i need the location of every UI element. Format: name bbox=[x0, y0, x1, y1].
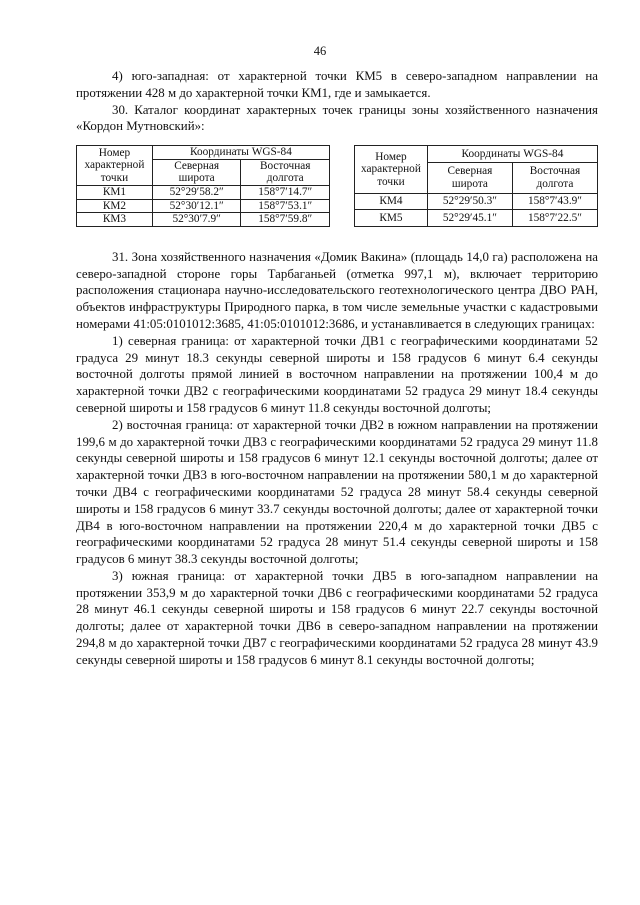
coordinates-table-left bbox=[76, 145, 330, 227]
table-row bbox=[77, 185, 330, 199]
cell-latitude: 52°29′50.3″ bbox=[427, 194, 512, 210]
table-row bbox=[355, 210, 598, 226]
coordinates-tables bbox=[76, 145, 598, 227]
document-body bbox=[76, 68, 598, 669]
cell-latitude: 52°30′7.9″ bbox=[152, 213, 241, 227]
header-latitude: Северная широта bbox=[427, 162, 512, 194]
coordinates-table-right bbox=[354, 145, 598, 227]
header-coordinates: Координаты WGS-84 bbox=[152, 146, 329, 160]
paragraph-catalog-title: 30. Каталог координат характерных точек границы зоны хозяйственного назначения «Кордон Мутновский»: bbox=[76, 102, 598, 134]
cell-latitude: 52°30′12.1″ bbox=[152, 199, 241, 213]
header-point-number: Номер характерной точки bbox=[77, 146, 153, 186]
paragraph-east-border: 2) восточная граница: от характерной точки ДВ2 в южном направлении на протяжении 199,6 м до характерной точки ДВ3 с географическими координатами 52 градуса 29 минут 11.8 секунды северной широты и 158 градусов 6 минут 12.1 секунды восточной долготы; далее от характерной точки ДВ3 в юго-восточном направлении на протяжении 580,1 м до характерной точки ДВ4 с географическими координатами 52 градуса 28 минут 58.4 секунды северной широты и 158 градусов 6 минут 33.7 секунды восточной долготы; далее от характерной точки ДВ4 в юго-восточном направлении на протяжении 220,4 м до характерной точки ДВ5 с географическими координатами 52 градуса 28 минут 51.4 секунды северной широты и 158 градусов 6 минут 38.3 секунды восточной долготы; bbox=[76, 417, 598, 567]
header-coordinates: Координаты WGS-84 bbox=[427, 146, 597, 162]
cell-point: КМ5 bbox=[355, 210, 428, 226]
header-point-number: Номер характерной точки bbox=[355, 146, 428, 194]
cell-point: КМ3 bbox=[77, 213, 153, 227]
header-longitude: Восточная долгота bbox=[241, 159, 330, 185]
cell-longitude: 158°7′14.7″ bbox=[241, 185, 330, 199]
paragraph-southwest-border: 4) юго-западная: от характерной точки КМ5 в северо-западном направлении на протяжении 428 м до характерной точки КМ1, где и замыкается. bbox=[76, 69, 598, 100]
cell-longitude: 158°7′43.9″ bbox=[512, 194, 597, 210]
page-number: 46 bbox=[313, 44, 327, 58]
table-row bbox=[77, 199, 330, 213]
cell-longitude: 158°7′59.8″ bbox=[241, 213, 330, 227]
table-row bbox=[77, 213, 330, 227]
table-row bbox=[355, 194, 598, 210]
cell-latitude: 52°29′45.1″ bbox=[427, 210, 512, 226]
header-longitude: Восточная долгота bbox=[512, 162, 597, 194]
cell-latitude: 52°29′58.2″ bbox=[152, 185, 241, 199]
cell-point: КМ4 bbox=[355, 194, 428, 210]
paragraph-south-border: 3) южная граница: от характерной точки ДВ5 в юго-западном направлении на протяжении 353,9 м до характерной точки ДВ6 с географическими координатами 52 градуса 28 минут 46.1 секунды северной широты и 158 градусов 6 минут 22.7 секунды восточной долготы; далее от характерной точки ДВ6 в северо-западном направлении на протяжении 294,8 м до характерной точки ДВ7 с географическими координатами 52 градуса 28 минут 43.9 секунды северной широты и 158 градусов 6 минут 8.1 секунды восточной долготы; bbox=[76, 568, 598, 667]
cell-longitude: 158°7′53.1″ bbox=[241, 199, 330, 213]
cell-longitude: 158°7′22.5″ bbox=[512, 210, 597, 226]
cell-point: КМ2 bbox=[77, 199, 153, 213]
paragraph-zone-domik-vakina: 31. Зона хозяйственного назначения «Домик Вакина» (площадь 14,0 га) расположена на северо-западной стороне горы Тарбаганьей (отметка 997,1 м), включает территорию расположения стационара научно-исследовательского геотехнологического центра ДВО РАН, объектов инфраструктуры Природного парка, в том числе земельные участки с кадастровыми номерами 41:05:0101012:3685, 41:05:0101012:3686, и устанавливается в следующих границах: bbox=[76, 249, 598, 331]
cell-point: КМ1 bbox=[77, 185, 153, 199]
header-latitude: Северная широта bbox=[152, 159, 241, 185]
paragraph-north-border: 1) северная граница: от характерной точки ДВ1 с географическими координатами 52 градуса 29 минут 18.3 секунды северной широты и 158 градусов 6 минут 6.4 секунды восточной долготы прямой линией в восточном направлении на протяжении 100,4 м до характерной точки ДВ2 с географическими координатами 52 градуса 29 минут 18.4 секунды северной широты и 158 градусов 6 минут 11.8 секунды восточной долготы; bbox=[76, 333, 598, 415]
